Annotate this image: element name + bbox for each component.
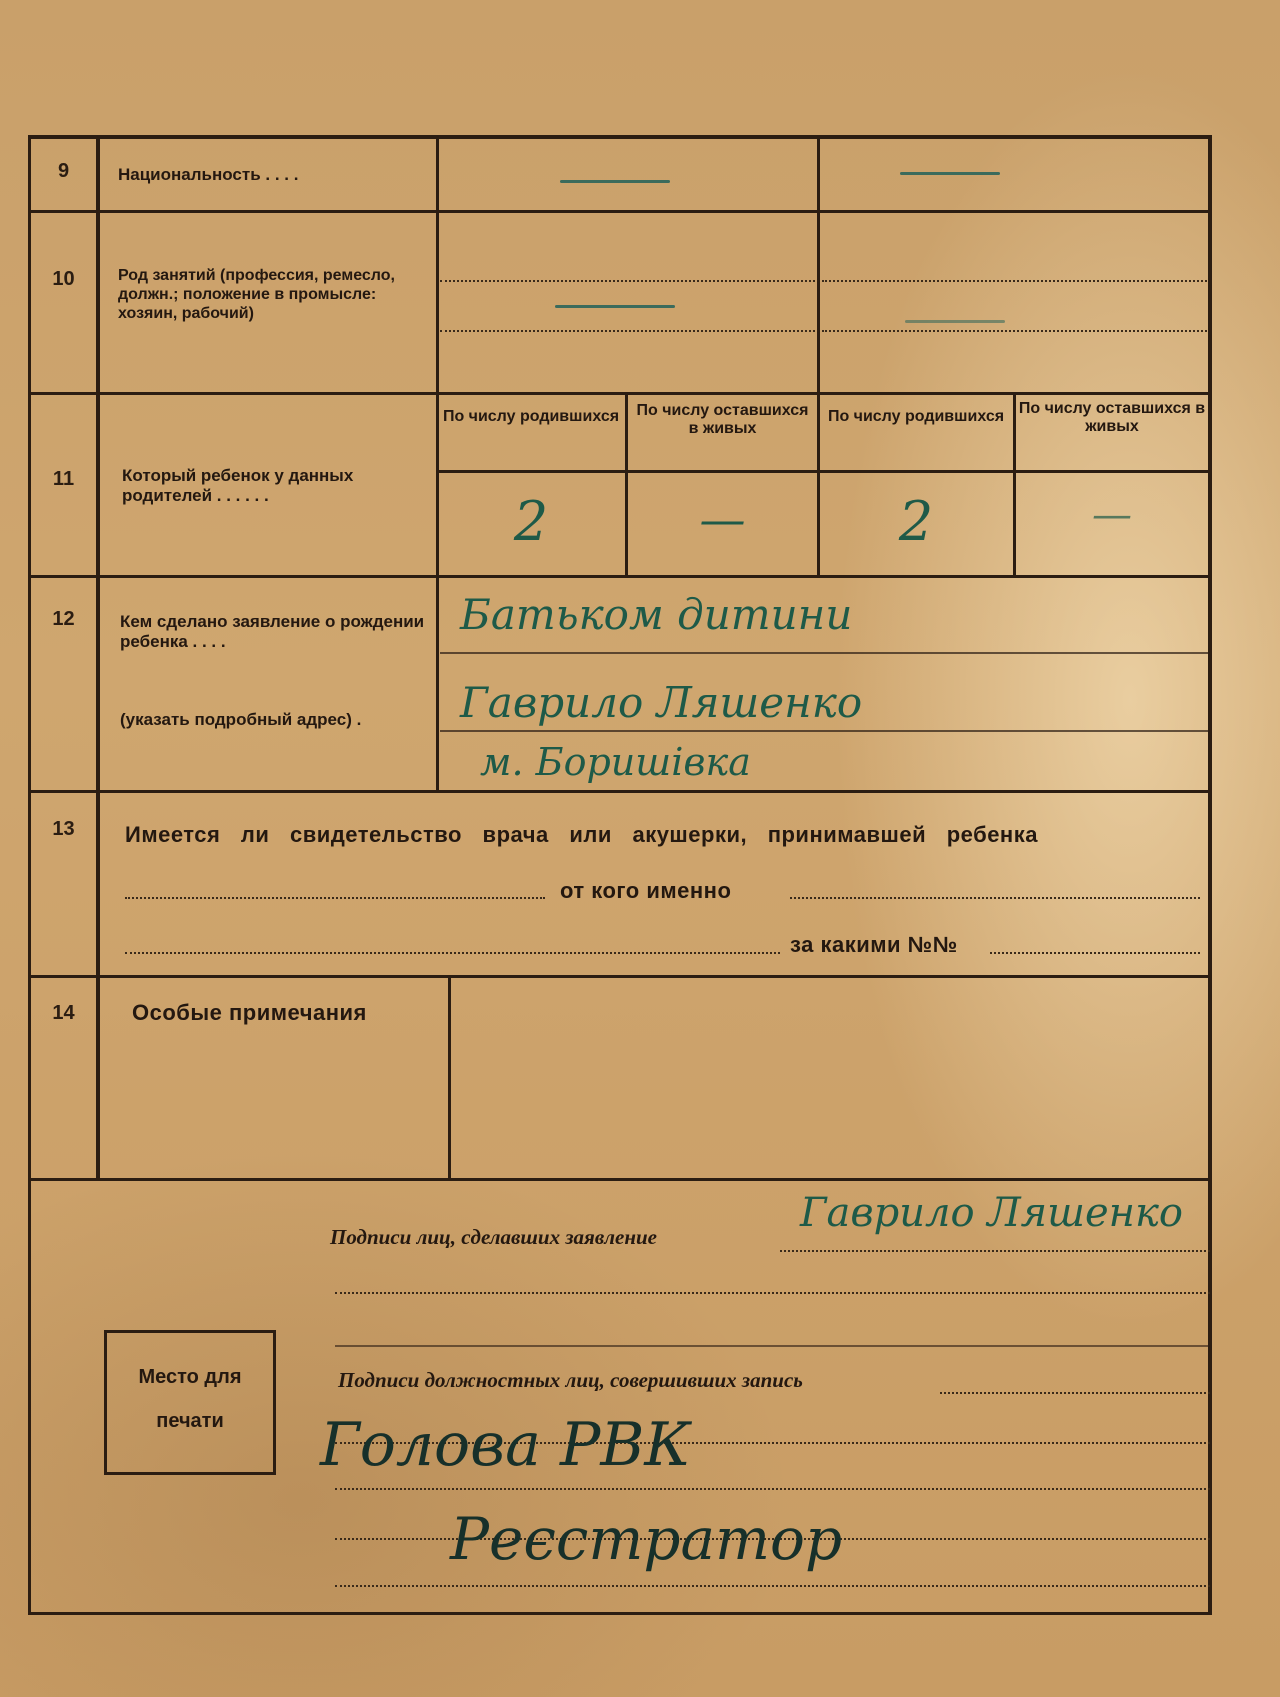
- table-left-border: [28, 135, 31, 1615]
- row-divider: [28, 392, 1212, 395]
- special-notes-label: Особые примечания: [132, 1000, 367, 1025]
- dotted-line: [780, 1250, 1210, 1252]
- dotted-line: [790, 897, 1200, 899]
- dotted-line: [440, 330, 815, 332]
- occupation-label: Род занятий (профессия, ремесло, должн.; положение в промысле: хозяин, рабочий): [118, 267, 395, 322]
- label-column-divider: [436, 135, 439, 790]
- nationality-label: Национальность . . . .: [118, 165, 299, 184]
- occupation-father-value: [555, 305, 675, 308]
- declarant-address: м. Боришівка: [480, 740, 751, 784]
- label-column-divider: [448, 975, 451, 1180]
- row-divider: [28, 575, 1212, 578]
- subcolumn-divider: [1013, 395, 1016, 575]
- stamp-area: [104, 1330, 276, 1475]
- stamp-label: Место для: [138, 1366, 242, 1388]
- row-number: 14: [52, 1002, 75, 1024]
- dotted-line: [822, 330, 1207, 332]
- alive-count-father: —: [699, 492, 746, 546]
- born-count-mother: 2: [898, 490, 934, 553]
- nationality-mother-value: [900, 172, 1000, 175]
- form-line: [440, 730, 1210, 732]
- nationality-father-value: [560, 180, 670, 183]
- stamp-label: печати: [156, 1410, 224, 1432]
- declarant-label: Кем сделано заявление о рождении ребенка . . . .: [120, 612, 425, 651]
- dotted-line: [440, 280, 815, 282]
- from-whom-label: от кого именно: [560, 878, 732, 903]
- dotted-line: [125, 952, 780, 954]
- form-line: [440, 652, 1210, 654]
- row-divider: [28, 790, 1212, 793]
- row-number: 11: [52, 468, 75, 490]
- form-line: [335, 1345, 1210, 1347]
- row-divider: [28, 210, 1212, 213]
- address-label: (указать подробный адрес) .: [120, 710, 362, 729]
- row-number: 9: [57, 160, 70, 182]
- dotted-line: [822, 280, 1207, 282]
- born-count-father: 2: [513, 490, 549, 553]
- declarant-name: Батьком дитини: [460, 590, 853, 639]
- alive-count-header: По числу оставшихся в живых: [1018, 400, 1206, 435]
- subheader-divider: [436, 470, 1212, 473]
- number-column-divider: [96, 135, 100, 1180]
- dotted-line: [335, 1488, 1210, 1490]
- dotted-line: [990, 952, 1200, 954]
- certificate-question: Имеется ли свидетельство врача или акушерки, принимавшей ребенка: [125, 822, 1038, 847]
- applicant-signature: Гаврило Ляшенко: [800, 1190, 1183, 1236]
- official-signature: Голова РВК: [320, 1410, 691, 1480]
- registrar-signature: Реєстратор: [450, 1505, 843, 1573]
- dotted-line: [335, 1585, 1210, 1587]
- born-count-header: По числу родившихся: [827, 408, 1005, 425]
- occupation-mother-value: [905, 320, 1005, 323]
- subcolumn-divider: [625, 395, 628, 575]
- born-count-header: По числу родившихся: [442, 408, 620, 425]
- child-order-label: Который ребенок у данных родителей . . . . . .: [122, 466, 354, 505]
- row-number: 10: [52, 268, 75, 290]
- dotted-line: [335, 1292, 1210, 1294]
- dotted-line: [940, 1392, 1210, 1394]
- value-column-divider: [817, 135, 820, 575]
- alive-count-header: По числу оставшихся в живых: [636, 402, 809, 437]
- dotted-line: [125, 897, 545, 899]
- row-number: 12: [52, 608, 75, 630]
- table-bottom-border: [28, 1612, 1212, 1615]
- numbers-label: за какими №№: [790, 932, 958, 957]
- declarant-full-name: Гаврило Ляшенко: [460, 678, 863, 727]
- table-top-border: [28, 135, 1210, 139]
- applicants-signature-label: Подписи лиц, сделавших заявление: [330, 1225, 657, 1249]
- row-divider: [28, 1178, 1212, 1181]
- row-divider: [28, 975, 1212, 978]
- row-number: 13: [52, 818, 75, 840]
- alive-count-mother: —: [1092, 492, 1132, 538]
- officials-signature-label: Подписи должностных лиц, совершивших запись: [338, 1368, 803, 1392]
